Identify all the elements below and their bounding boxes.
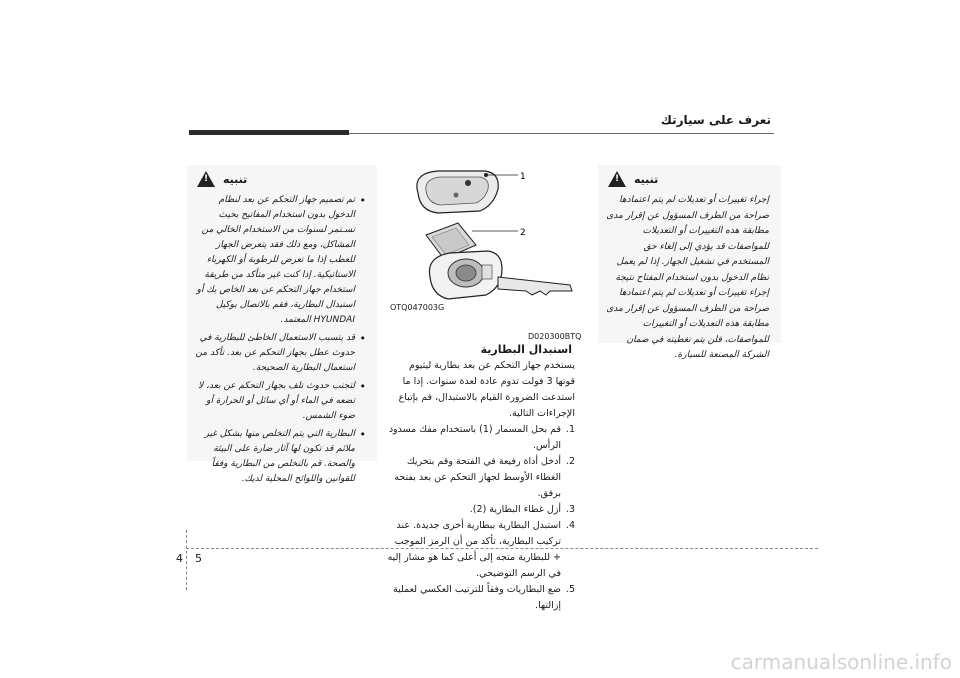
step-item xyxy=(387,502,575,518)
header-bar xyxy=(189,130,349,135)
step-text: ضع البطاريات وفقاً للترتيب العكسي لعملية إزالتها. xyxy=(392,584,561,611)
section-intro: يستخدم جهاز التحكم عن بعد بطارية ليثيوم قوتها 3 فولت تدوم عادة لعدة سنوات. إذا ما استدعت الضرورة القيام بالاستبدال، قم بإتباع الإجراءات التالية. xyxy=(398,360,575,419)
warning-item: • تم تصميم جهاز التحكم عن بعد لنظام الدخول بدون استخدام المفاتيح بحيث تسـتمر لسنوات من الاستخدام الخالي من المشاكل، ومع ذلك فقد يتعرض الجهاز للعطب إذا ما تعرض للرطوبة أو الكهرباء الاستاتيكية. إذا كنت غير متأكد من طريقة استخدام جهاز التحكم عن بعد الخاص بك أو استبدال البطارية، فقم بالاتصال بوكيل HYUNDAI المعتمد. xyxy=(193,193,365,328)
step-number: 2. xyxy=(565,456,575,467)
warning-triangle-icon xyxy=(197,171,215,187)
callout-2: 2 xyxy=(520,228,526,238)
warning-item: • لتجنب حدوث تلف بجهاز التحكم عن بعد، لا تضعه في الماء أو أي سائل أو الحرارة أو ضوء الشمس. xyxy=(193,379,365,424)
page-number: 5 xyxy=(195,552,202,565)
key-fob-closed-illustration xyxy=(417,171,498,213)
header-rule xyxy=(349,133,774,134)
page-number-chapter: 4 xyxy=(176,552,183,565)
warning-box-right xyxy=(598,165,781,360)
chapter-title: تعرف على سيارتك xyxy=(660,113,771,127)
step-number: 1. xyxy=(565,424,575,435)
steps-list xyxy=(387,422,575,614)
step-item xyxy=(387,582,575,614)
key-battery-figure xyxy=(390,165,576,325)
step-item xyxy=(387,422,575,454)
figure-code: OTQ047003G xyxy=(390,303,445,312)
step-text: أدخل أداة رفيعة في الفتحة وقم بتحريك الغطاء الأوسط لجهاز التحكم عن بعد بفتحه برفق. xyxy=(394,456,561,499)
warning-label: تنبيه xyxy=(223,172,248,186)
step-text: قم بحل المسمار (1) باستخدام مفك مسدود الرأس. xyxy=(388,424,561,451)
step-text: استبدل البطارية ببطارية أخرى جديدة. عند تركيب البطارية، تأكد من أن الرمز الموجب + للبطارية متجه إلى أعلى كما هو مشار إليه في الرسم التوضيحي. xyxy=(387,520,561,579)
warning-box-left xyxy=(187,165,377,484)
callout-1: 1 xyxy=(520,172,526,182)
warning-text: إجراء تغييرات أو تعديلات لم يتم اعتمادها صراحة من الطرف المسؤول عن إقرار مدى مطابقة هذه التغييرات أو التعديلات للمواصفات قد يؤدي إلى إلغاء حق المستخدم في تشغيل الجهاز. إذا لم يعمل نظام الدخول بدون استخدام المفتاح نتيجة إجراء تغييرات أو تعديلات لم يتم اعتمادها صراحة من الطرف المسؤول عن إقرار مدى مطابقة هذه التعديلات أو التغييرات للمواصفات، فلن يتم تغطيته في ضمان الشركة المصنعة للسيارة. xyxy=(606,195,769,360)
key-blade-illustration xyxy=(498,277,572,295)
warning-label: تنبيه xyxy=(634,172,659,186)
key-body-opened-illustration xyxy=(429,251,502,299)
figure-bottom-code: D020300BTQ xyxy=(528,332,582,341)
step-item xyxy=(387,454,575,502)
footer-divider xyxy=(186,530,187,590)
step-number: 5. xyxy=(565,584,575,595)
step-number: 4. xyxy=(565,520,575,531)
footer-rule xyxy=(186,548,818,549)
warning-heading xyxy=(197,171,367,187)
watermark: carmanualsonline.info xyxy=(730,650,952,674)
warning-item: • قد يتسبب الاستعمال الخاطئ للبطارية في حدوث عطل بجهاز التحكم عن بعد. تأكد من استعمال البطارية الصحيحة. xyxy=(193,331,365,376)
step-text: أزل غطاء البطارية (2). xyxy=(469,504,561,515)
warning-item: • البطارية التي يتم التخلص منها بشكل غير ملائم قد تكون لها آثار ضارة على البيئة والصحة. قم بالتخلص من البطارية وفقاً للقوانين واللوائح المحلية لديك. xyxy=(193,427,365,487)
step-item xyxy=(387,518,575,582)
warning-heading xyxy=(608,171,771,187)
warning-list xyxy=(187,193,377,487)
section-title: استبدال البطارية xyxy=(480,343,572,356)
warning-triangle-icon xyxy=(608,171,626,187)
section-body xyxy=(387,358,575,614)
step-number: 3. xyxy=(565,504,575,515)
